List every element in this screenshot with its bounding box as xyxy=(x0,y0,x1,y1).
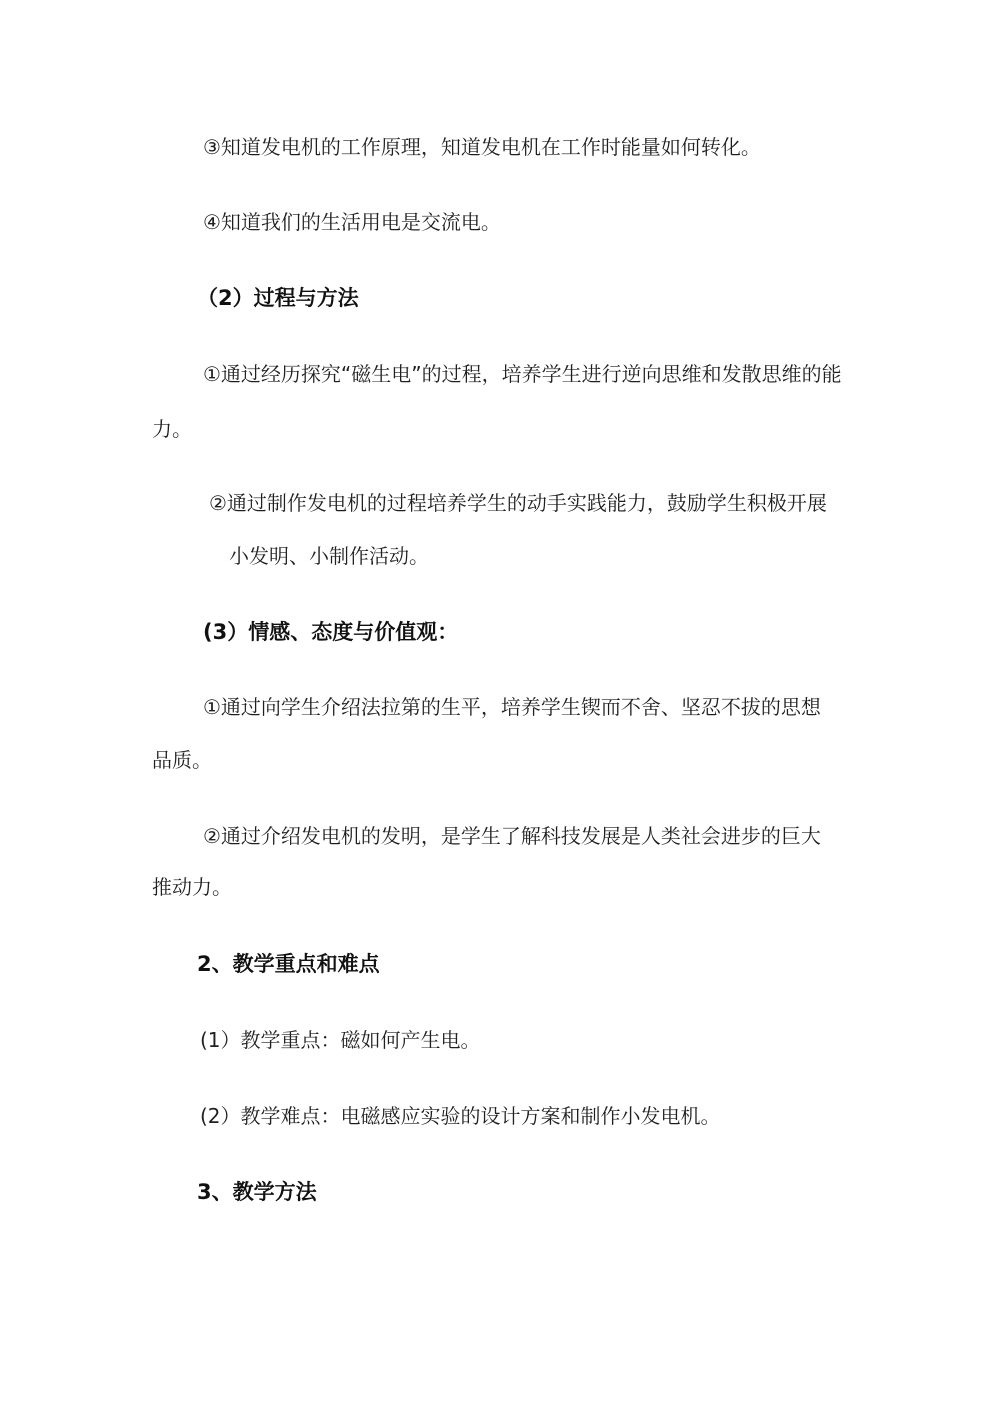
objective-4-text: ④知道我们的生活用电是交流电。 xyxy=(203,210,501,234)
section-teaching-method-heading: 3、教学方法 xyxy=(197,1180,317,1204)
objective-3-text: ③知道发电机的工作原理，知道发电机在工作时能量如何转化。 xyxy=(203,135,761,159)
section-attitude-values-heading: (3）情感、态度与价值观： xyxy=(203,620,459,644)
section-process-method-heading: （2）过程与方法 xyxy=(197,286,359,310)
difficulty-text: (2）教学难点：电磁感应实验的设计方案和制作小发电机。 xyxy=(200,1104,721,1128)
attitude-item-1-line2: 品质。 xyxy=(152,748,212,772)
attitude-item-1-line1: ①通过向学生介绍法拉第的生平，培养学生锲而不舍、坚忍不拔的思想 xyxy=(203,695,821,719)
attitude-item-2-line1: ②通过介绍发电机的发明，是学生了解科技发展是人类社会进步的巨大 xyxy=(203,824,821,848)
attitude-item-2-line2: 推动力。 xyxy=(152,875,232,899)
process-item-2-line1: ②通过制作发电机的过程培养学生的动手实践能力，鼓励学生积极开展 xyxy=(209,491,827,515)
key-point-text: (1）教学重点：磁如何产生电。 xyxy=(200,1028,481,1052)
process-item-1-line1: ①通过经历探究“磁生电”的过程，培养学生进行逆向思维和发散思维的能 xyxy=(203,362,842,386)
section-key-points-heading: 2、教学重点和难点 xyxy=(197,952,380,976)
process-item-2-line2: 小发明、小制作活动。 xyxy=(229,544,429,568)
process-item-1-line2: 力。 xyxy=(152,417,192,441)
